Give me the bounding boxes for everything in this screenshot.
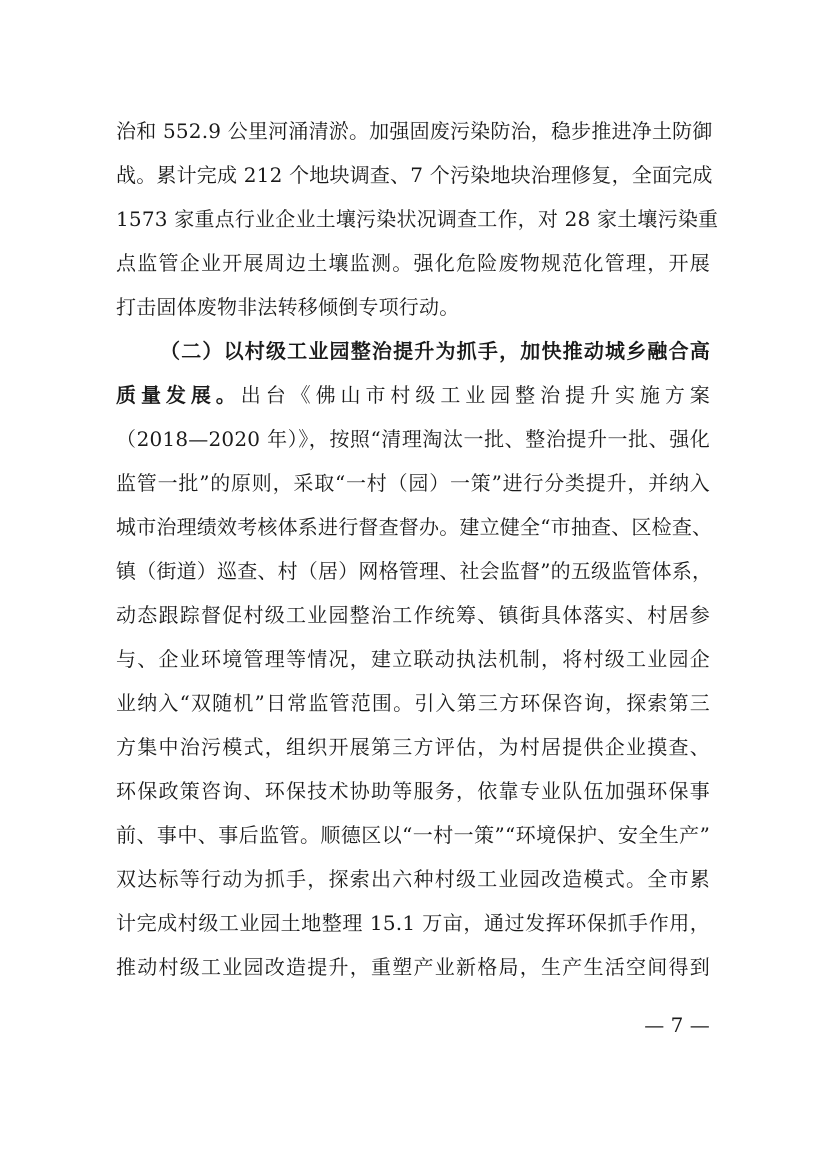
paragraph-line: 点监管企业开展周边土壤监测。强化危险废物规范化管理，开展 bbox=[116, 251, 710, 275]
section-heading-line: （二）以村级工业园整治提升为抓手，加快推动城乡融合高 bbox=[160, 339, 710, 363]
paragraph-line: 城市治理绩效考核体系进行督查督办。建立健全“市抽查、区检查、 bbox=[116, 515, 713, 539]
paragraph-line-with-bold-lead bbox=[116, 380, 710, 410]
paragraph-line: 方集中治污模式，组织开展第三方评估，为村居提供企业摸查、 bbox=[116, 735, 710, 759]
paragraph-line: 前、事中、事后监管。顺德区以“一村一策”“环境保护、安全生产” bbox=[116, 823, 710, 847]
paragraph-line: （2018—2020 年）》，按照“清理淘汰一批、整治提升一批、强化 bbox=[116, 427, 710, 451]
paragraph-line: 动态跟踪督促村级工业园整治工作统筹、镇街具体落实、村居参 bbox=[116, 603, 710, 627]
page-number: — 7 — bbox=[644, 1013, 710, 1037]
paragraph-line: 镇（街道）巡查、村（居）网格管理、社会监督”的五级监管体系， bbox=[116, 559, 713, 583]
paragraph-line: 打击固体废物非法转移倾倒专项行动。 bbox=[116, 295, 460, 319]
paragraph-line: 与、企业环境管理等情况，建立联动执法机制，将村级工业园企 bbox=[116, 647, 710, 671]
paragraph-line: 计完成村级工业园土地整理 15.1 万亩，通过发挥环保抓手作用， bbox=[116, 911, 710, 935]
paragraph-line: 1573 家重点行业企业土壤污染状况调查工作，对 28 家土壤污染重 bbox=[116, 207, 719, 231]
paragraph-text: 出台《佛山市村级工业园整治提升实施方案 bbox=[240, 383, 711, 407]
paragraph-line: 推动村级工业园改造提升，重塑产业新格局，生产生活空间得到 bbox=[116, 955, 710, 979]
paragraph-line: 治和 552.9 公里河涌清淤。加强固废污染防治，稳步推进净土防御 bbox=[116, 119, 713, 143]
paragraph-line: 战。累计完成 212 个地块调查、7 个污染地块治理修复，全面完成 bbox=[116, 163, 713, 187]
section-heading-continuation: 质量发展。 bbox=[116, 383, 241, 407]
paragraph-line: 业纳入“双随机”日常监管范围。引入第三方环保咨询，探索第三 bbox=[116, 691, 710, 715]
paragraph-line: 环保政策咨询、环保技术协助等服务，依靠专业队伍加强环保事 bbox=[116, 779, 710, 803]
paragraph-line: 双达标等行动为抓手，探索出六种村级工业园改造模式。全市累 bbox=[116, 867, 710, 891]
paragraph-line: 监管一批”的原则，采取“一村（园）一策”进行分类提升，并纳入 bbox=[116, 471, 710, 495]
